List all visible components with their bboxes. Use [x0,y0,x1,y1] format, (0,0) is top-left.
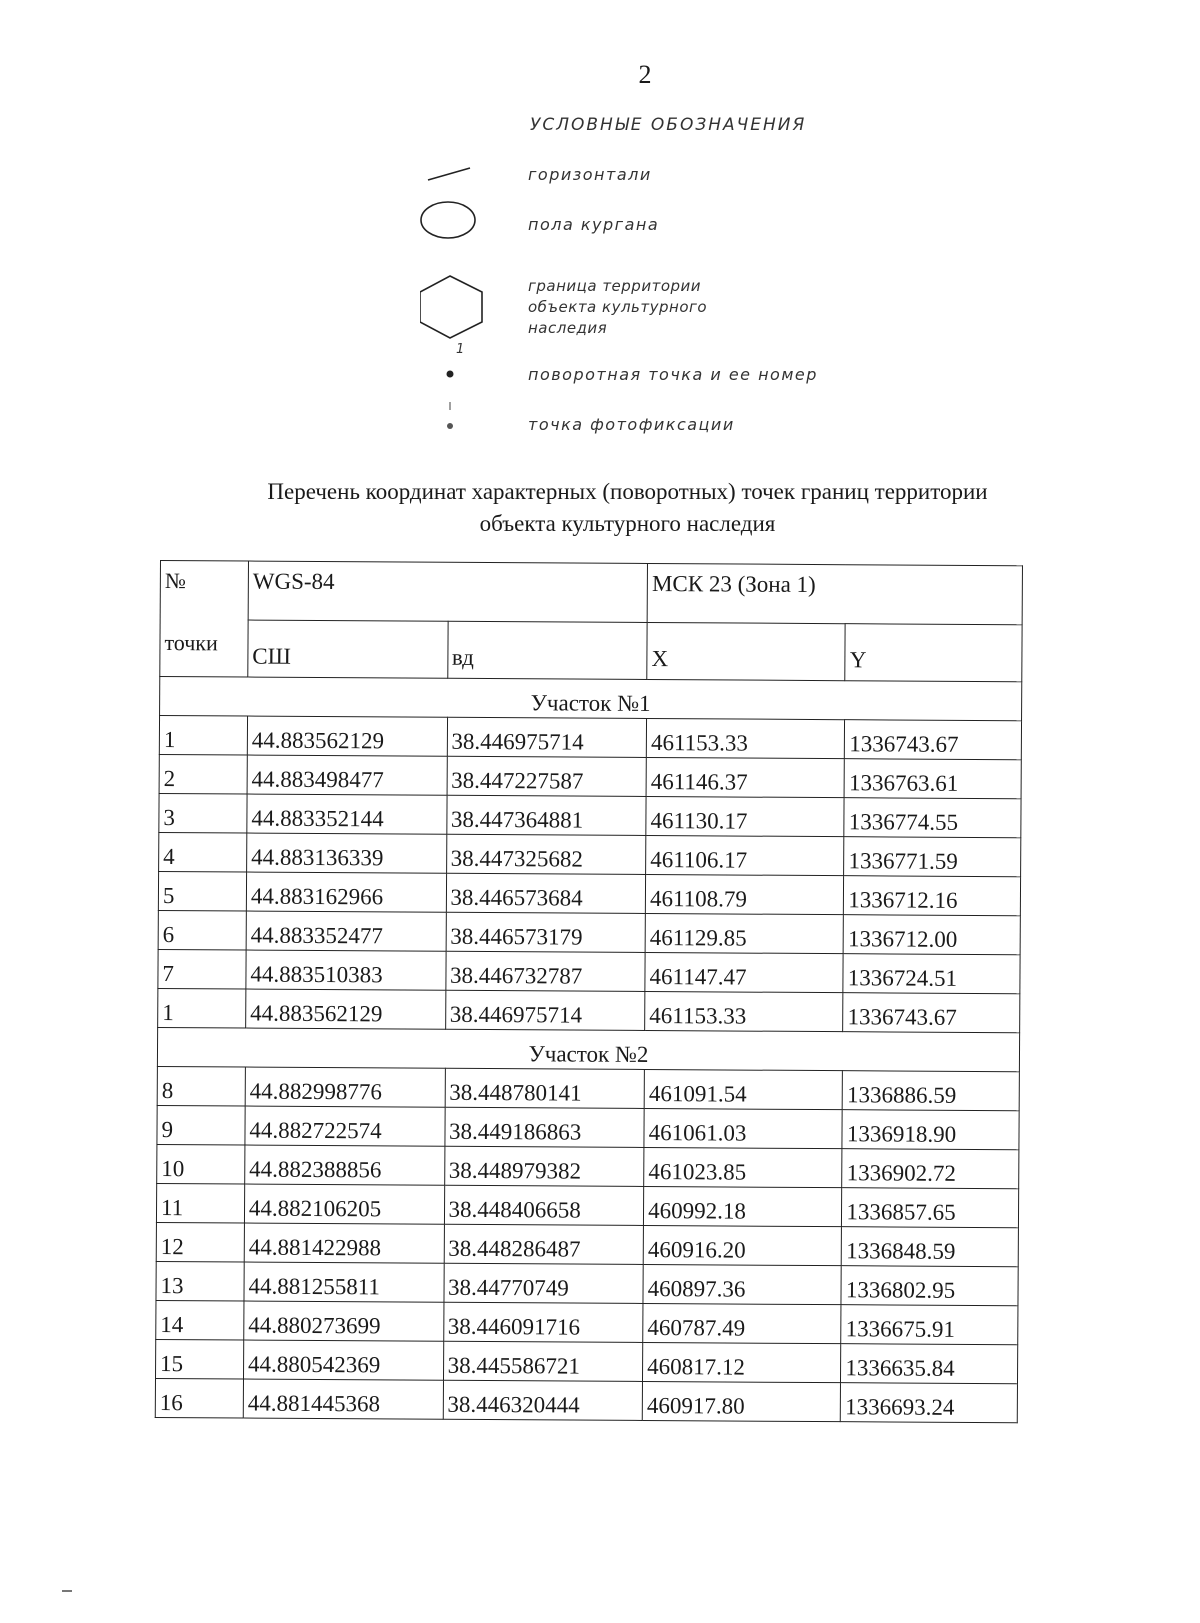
cell-point-number: 3 [159,793,247,833]
cell-y: 1336743.67 [843,993,1020,1033]
cell-x: 461023.85 [644,1147,842,1187]
header-y: Y [845,624,1022,682]
cell-point-number: 4 [159,832,247,872]
table-row [159,754,1021,798]
cell-latitude: 44.880542369 [243,1340,443,1380]
table-subheader-row [160,620,1022,682]
cell-point-number: 1 [158,988,246,1028]
cell-longitude: 38.449186863 [444,1107,644,1147]
cell-point-number: 9 [157,1105,245,1145]
cell-longitude: 38.448406658 [444,1185,644,1225]
cell-latitude: 44.880273699 [244,1301,444,1341]
cell-latitude: 44.883498477 [247,755,447,795]
cell-y: 1336857.65 [842,1188,1019,1228]
cell-point-number: 12 [156,1222,244,1262]
section-title-line-2: объекта культурного наследия [479,511,776,536]
cell-latitude: 44.883510383 [246,950,446,990]
cell-y: 1336774.55 [844,798,1021,838]
table-row [158,871,1020,915]
cell-point-number: 6 [158,910,246,950]
cell-x: 461153.33 [646,718,844,758]
table-row [156,1183,1018,1227]
cell-longitude: 38.44770749 [444,1263,644,1303]
table-row [158,988,1020,1032]
section-heading: Участок №1 [160,677,1022,721]
turning-point-marker: 1 [456,342,465,357]
cell-point-number: 14 [156,1300,244,1340]
cell-y: 1336918.90 [842,1110,1019,1150]
header-point-number [160,561,249,678]
table-row [156,1261,1018,1305]
legend-title: УСЛОВНЫЕ ОБОЗНАЧЕНИЯ [530,115,807,135]
cell-longitude: 38.447364881 [446,795,646,835]
cell-latitude: 44.882106205 [244,1184,444,1224]
cell-point-number: 16 [155,1378,243,1418]
legend-label-contours: горизонтали [528,165,652,184]
scan-artifact-mark [62,1590,72,1592]
cell-x: 461061.03 [644,1108,842,1148]
cell-y: 1336902.72 [842,1149,1019,1189]
legend-label-mound: пола кургана [528,215,660,234]
cell-x: 461129.85 [645,913,843,953]
cell-x: 461106.17 [646,835,844,875]
cell-point-number: 1 [159,716,247,756]
cell-longitude: 38.446732787 [445,951,645,991]
cell-latitude: 44.882388856 [245,1145,445,1185]
section-row [157,1027,1019,1071]
cell-y: 1336886.59 [843,1071,1020,1111]
cell-x: 460817.12 [643,1342,841,1382]
cell-longitude: 38.446573684 [446,873,646,913]
cell-point-number: 2 [159,754,247,794]
section-title-line-1: Перечень координат характерных (поворотных) точек границ территории [267,479,988,504]
header-x: X [647,622,846,680]
table-header-row [160,561,1022,625]
photo-point-icon [420,396,500,436]
cell-x: 460897.36 [643,1264,841,1304]
cell-longitude: 38.447227587 [447,756,647,796]
territory-boundary-hexagon-icon [420,270,500,350]
table-row [156,1300,1018,1344]
cell-point-number: 13 [156,1261,244,1301]
cell-point-number: 5 [158,871,246,911]
cell-y: 1336743.67 [845,720,1022,760]
table-row [157,1066,1019,1110]
cell-y: 1336693.24 [841,1383,1018,1423]
header-longitude: вд [447,621,647,679]
cell-latitude: 44.883562129 [246,989,446,1029]
cell-x: 460917.80 [642,1381,840,1421]
cell-x: 461108.79 [645,874,843,914]
cell-latitude: 44.881422988 [244,1223,444,1263]
cell-y: 1336771.59 [844,837,1021,877]
mound-floor-ellipse-icon [420,198,500,248]
cell-longitude: 38.445586721 [443,1341,643,1381]
table-row [156,1222,1018,1266]
cell-longitude: 38.446975714 [447,717,647,757]
cell-point-number: 8 [157,1066,245,1106]
cell-y: 1336848.59 [842,1227,1019,1267]
cell-latitude: 44.882998776 [245,1067,445,1107]
cell-x: 460787.49 [643,1303,841,1343]
header-msk23: МСК 23 (Зона 1) [647,563,1022,624]
cell-longitude: 38.446320444 [443,1380,643,1420]
section-title [180,476,1075,540]
section-row [160,677,1022,721]
legend-label-photo-point: точка фотофиксации [528,415,735,434]
cell-x: 460992.18 [644,1186,842,1226]
cell-point-number: 7 [158,949,246,989]
table-row [159,716,1021,760]
table-row [157,1144,1019,1188]
cell-longitude: 38.446573179 [446,912,646,952]
cell-longitude: 38.446091716 [443,1302,643,1342]
table-row [159,793,1021,837]
section-heading: Участок №2 [157,1027,1019,1071]
cell-y: 1336712.16 [844,876,1021,916]
table-row [155,1378,1017,1422]
cell-x: 461147.47 [645,952,843,992]
cell-longitude: 38.446975714 [445,990,645,1030]
cell-longitude: 38.448979382 [444,1146,644,1186]
cell-latitude: 44.883352477 [246,911,446,951]
contour-line-icon [420,160,500,190]
header-latitude: СШ [248,620,448,678]
table-row [158,949,1020,993]
cell-latitude: 44.881445368 [243,1379,443,1419]
cell-y: 1336763.61 [844,759,1021,799]
cell-longitude: 38.448286487 [444,1224,644,1264]
cell-y: 1336712.00 [843,915,1020,955]
header-wgs84: WGS-84 [248,561,648,622]
cell-point-number: 15 [156,1339,244,1379]
cell-x: 461130.17 [646,796,844,836]
cell-y: 1336635.84 [841,1344,1018,1384]
cell-x: 461146.37 [646,757,844,797]
cell-latitude: 44.883562129 [247,716,447,756]
cell-latitude: 44.882722574 [245,1106,445,1146]
table-row [156,1339,1018,1383]
table-row [157,1105,1019,1149]
cell-x: 461091.54 [644,1069,842,1109]
cell-point-number: 10 [157,1144,245,1184]
cell-y: 1336802.95 [841,1266,1018,1306]
cell-x: 461153.33 [645,991,843,1031]
cell-y: 1336724.51 [843,954,1020,994]
cell-latitude: 44.883136339 [247,833,447,873]
cell-latitude: 44.883352144 [247,794,447,834]
page-number: 2 [638,60,652,89]
table-row [158,910,1020,954]
legend [420,110,940,460]
cell-x: 460916.20 [643,1225,841,1265]
header-no-symbol: № [164,568,186,594]
coordinates-table [155,560,1023,1423]
header-point-label: точки [164,630,218,656]
cell-y: 1336675.91 [841,1305,1018,1345]
legend-label-turning-point: поворотная точка и ее номер [528,365,818,384]
table-row [159,832,1021,876]
cell-latitude: 44.883162966 [246,872,446,912]
cell-point-number: 11 [156,1183,244,1223]
legend-label-boundary: граница территории объекта культурного наследия [528,277,708,337]
cell-longitude: 38.448780141 [445,1068,645,1108]
cell-longitude: 38.447325682 [446,834,646,874]
cell-latitude: 44.881255811 [244,1262,444,1302]
